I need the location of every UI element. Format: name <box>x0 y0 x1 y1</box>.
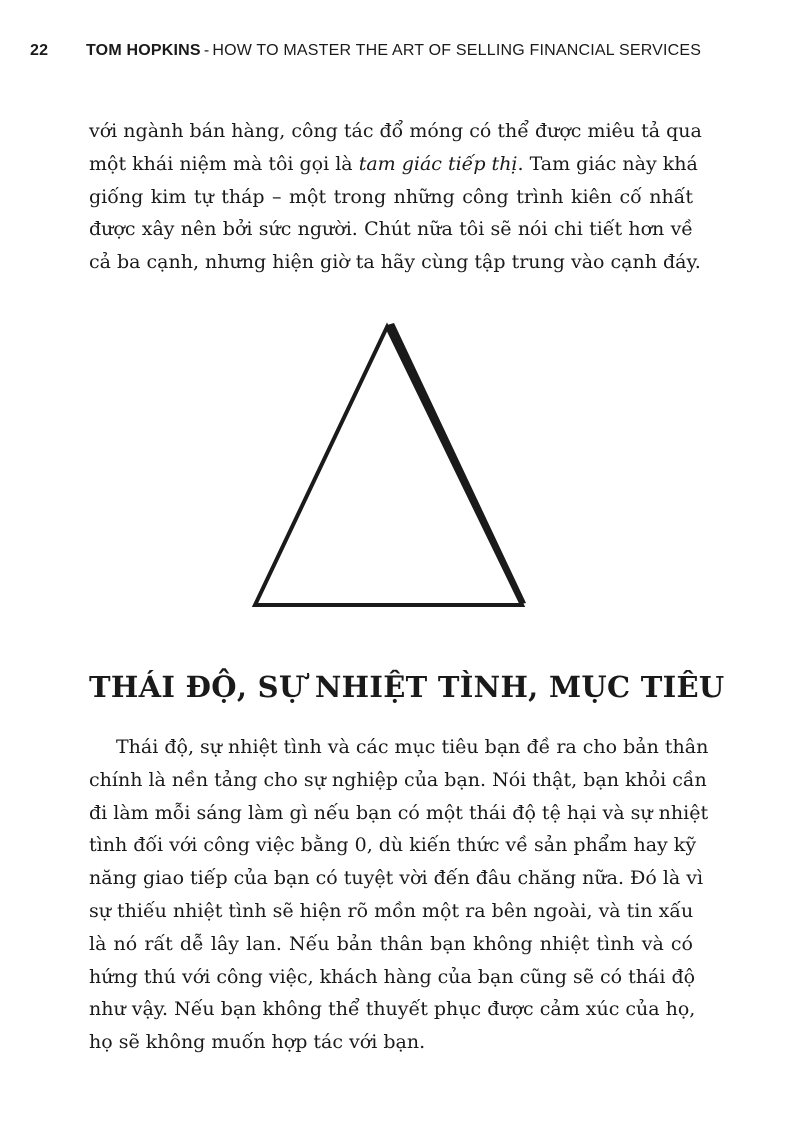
intro-line <box>89 115 702 148</box>
intro-line-text: . Tam giác này khá <box>517 152 698 175</box>
section-line: là nó rất dễ lây lan. Nếu bản thân bạn không nhiệt tình và có <box>89 932 693 955</box>
intro-line-text: với ngành bán hàng, công tác đổ móng có thể được miêu tả qua <box>89 120 702 142</box>
intro-paragraph <box>89 115 702 279</box>
header-separator: - <box>203 42 210 59</box>
intro-line <box>89 181 693 214</box>
triangle-outline <box>255 327 522 605</box>
section-line: chính là nền tảng cho sự nghiệp của bạn. Nói thật, bạn khỏi cần <box>89 768 707 791</box>
header-author: TOM HOPKINS <box>86 42 201 59</box>
page-number: 22 <box>30 42 49 59</box>
section-heading: THÁI ĐỘ, SỰ NHIỆT TÌNH, MỤC TIÊU <box>89 670 725 704</box>
section-line: năng giao tiếp của bạn có tuyệt vời đến đâu chăng nữa. Đó là vì <box>89 867 704 890</box>
intro-line-text: được xây nên bởi sức người. Chút nữa tôi sẽ nói chi tiết hơn về <box>89 218 693 241</box>
intro-line <box>89 148 698 181</box>
section-line: hứng thú với công việc, khách hàng của bạn cũng sẽ có thái độ <box>89 965 696 988</box>
term-emphasis: tam giác tiếp thị <box>358 152 518 175</box>
intro-line-text: cả ba cạnh, nhưng hiện giờ ta hãy cùng tập trung vào cạnh đáy. <box>89 251 701 274</box>
intro-line <box>89 246 701 279</box>
section-line: tình đối với công việc bằng 0, dù kiến thức về sản phẩm hay kỹ <box>89 834 697 857</box>
running-header <box>30 42 770 60</box>
section-paragraph <box>89 731 709 1059</box>
intro-line <box>89 213 693 246</box>
section-line: như vậy. Nếu bạn không thể thuyết phục được cảm xúc của họ, <box>89 998 696 1021</box>
marketing-triangle-figure <box>240 315 540 615</box>
section-line: Thái độ, sự nhiệt tình và các mục tiêu bạn đề ra cho bản thân <box>116 736 709 758</box>
section-line: sự thiếu nhiệt tình sẽ hiện rõ mồn một ra bên ngoài, và tin xấu <box>89 899 694 922</box>
section-line: đi làm mỗi sáng làm gì nếu bạn có một thái độ tệ hại và sự nhiệt <box>89 801 709 824</box>
intro-line-text: một khái niệm mà tôi gọi là <box>89 152 359 175</box>
section-line: họ sẽ không muốn hợp tác với bạn. <box>89 1031 426 1054</box>
intro-line-text: giống kim tự tháp – một trong những công trình kiên cố nhất <box>89 185 693 208</box>
header-book-title: HOW TO MASTER THE ART OF SELLING FINANCIAL SERVICES <box>212 42 702 59</box>
